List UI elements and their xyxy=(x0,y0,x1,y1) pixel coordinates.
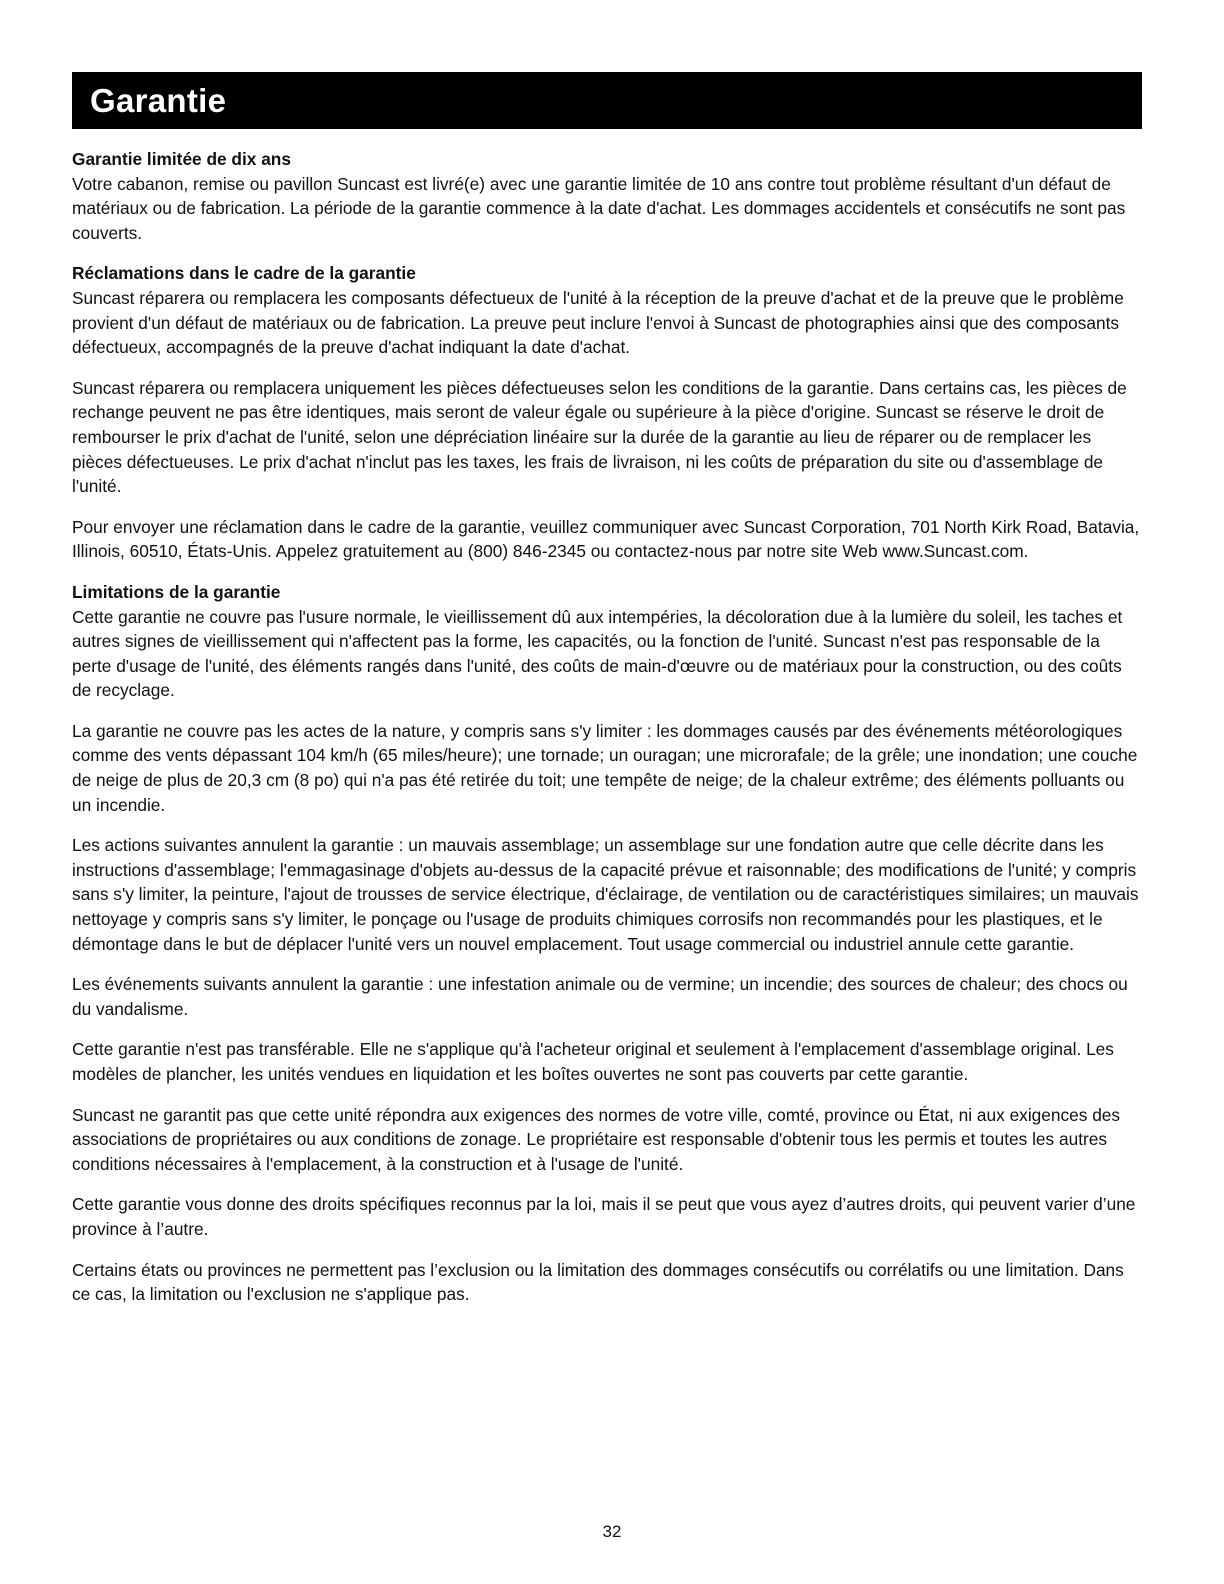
page-title: Garantie xyxy=(90,81,227,119)
section-heading: Réclamations dans le cadre de la garantie xyxy=(72,263,416,284)
paragraph: Les actions suivantes annulent la garantie : un mauvais assemblage; un assemblage sur une fondation autre que celle décrite dans les instructions d'assemblage; l'emmagasinage d'objets au-dessus de la capacité prévue et raisonnable; des modifications de l'unité; y compris sans s'y limiter, la peinture, l'ajout de trousses de service électrique, d'éclairage, de ventilation ou de caractéristiques similaires; un mauvais nettoyage y compris sans s'y limiter, le ponçage ou l'usage de produits chimiques corrosifs non recommandés pour les plastiques, et le démontage dans le but de déplacer l'unité vers un nouvel emplacement. Tout usage commercial ou industriel annule cette garantie. xyxy=(72,835,1139,954)
paragraph: Cette garantie vous donne des droits spécifiques reconnus par la loi, mais il se peut que vous ayez d’autres droits, qui peuvent varier d’une province à l’autre. xyxy=(72,1194,1136,1239)
paragraph: Pour envoyer une réclamation dans le cadre de la garantie, veuillez communiquer avec Suncast Corporation, 701 North Kirk Road, Batavia, Illinois, 60510, États-Unis. Appelez gratuitement au (800) 846-2345 ou contactez-nous par notre site Web www.Suncast.com. xyxy=(72,516,1140,562)
paragraph: Les événements suivants annulent la garantie : une infestation animale ou de vermine; un incendie; des sources de chaleur; des chocs ou du vandalisme. xyxy=(72,974,1128,1019)
section-claims xyxy=(72,261,1142,564)
paragraph: Certains états ou provinces ne permettent pas l’exclusion ou la limitation des dommages consécutifs ou corrélatifs ou une limitation. Dans ce cas, la limitation ou l'exclusion ne s'applique pas. xyxy=(72,1259,1124,1305)
section-heading: Garantie limitée de dix ans xyxy=(72,149,291,169)
paragraph: Cette garantie n'est pas transférable. Elle ne s'applique qu'à l'acheteur original et seulement à l'emplacement d'assemblage original. Les modèles de plancher, les unités vendues en liquidation et les boîtes ouvertes ne sont pas couverts par cette garantie. xyxy=(72,1039,1114,1084)
paragraph: Suncast ne garantit pas que cette unité répondra aux exigences des normes de votre ville, comté, province ou État, ni aux exigences des associations de propriétaires ou aux conditions de zonage. Le propriétaire est responsable d'obtenir tous les permis et toutes les autres conditions nécessaires à l'emplacement, à la construction et à l'usage de l'unité. xyxy=(72,1104,1121,1174)
section-limited-warranty xyxy=(72,147,1142,245)
paragraph: Suncast réparera ou remplacera les composants défectueux de l'unité à la réception de la preuve d'achat et de la preuve que le problème provient d'un défaut de matériaux ou de fabrication. La preuve peut inclure l'envoi à Suncast de photographies ainsi que des composants défectueux, accompagnés de la preuve d'achat indiquant la date d'achat. xyxy=(72,287,1124,358)
page-number: 32 xyxy=(602,1522,622,1541)
document-body xyxy=(72,147,1142,1307)
section-limitations xyxy=(72,580,1142,1307)
paragraph: Cette garantie ne couvre pas l'usure normale, le vieillissement dû aux intempéries, la décoloration due à la lumière du soleil, les taches et autres signes de vieillissement qui n'affectent pas la forme, les capacités, ou la fonction de l'unité. Suncast n'est pas responsable de la perte d'usage de l'unité, des éléments rangés dans l'unité, des coûts de main-d'œuvre ou de matériaux pour la construction, ou des coûts de recyclage. xyxy=(72,606,1123,701)
paragraph: Votre cabanon, remise ou pavillon Suncast est livré(e) avec une garantie limitée de 10 ans contre tout problème résultant d'un défaut de matériaux ou de fabrication. La période de la garantie commence à la date d'achat. Les dommages accidentels et consécutifs ne sont pas couverts. xyxy=(72,173,1126,243)
paragraph: La garantie ne couvre pas les actes de la nature, y compris sans s'y limiter : les dommages causés par des événements météorologiques comme des vents dépassant 104 km/h (65 miles/heure); une tornade; un ouragan; une microrafale; de la grêle; une inondation; une couche de neige de plus de 20,3 cm (8 po) qui n'a pas été retirée du toit; une tempête de neige; de la chaleur extrême; des éléments polluants ou un incendie. xyxy=(72,720,1138,815)
warranty-page xyxy=(72,72,1142,1307)
paragraph: Suncast réparera ou remplacera uniquement les pièces défectueuses selon les conditions de la garantie. Dans certains cas, les pièces de rechange peuvent ne pas être identiques, mais seront de valeur égale ou supérieure à la pièce d'origine. Suncast se réserve le droit de rembourser le prix d'achat de l'unité, selon une dépréciation linéaire sur la durée de la garantie au lieu de réparer ou de remplacer les pièces défectueuses. Le prix d'achat n'inclut pas les taxes, les frais de livraison, ni les coûts de préparation du site ou d'assemblage de l'unité. xyxy=(72,377,1127,497)
title-bar xyxy=(72,72,1142,129)
section-heading: Limitations de la garantie xyxy=(72,581,281,602)
